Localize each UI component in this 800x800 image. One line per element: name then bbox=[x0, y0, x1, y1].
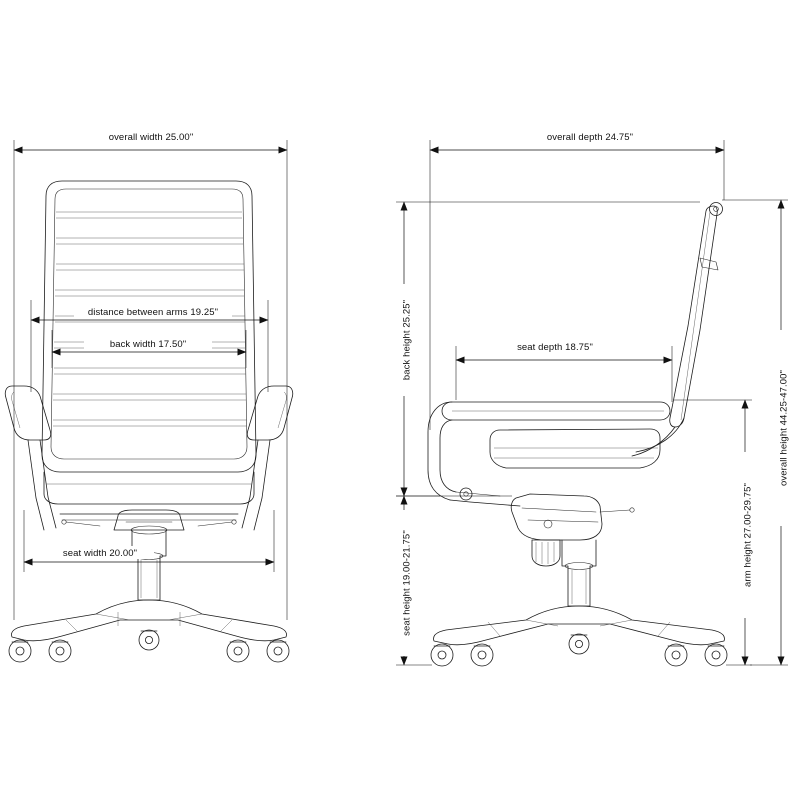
dim-distance-between-arms: distance between arms 19.25" bbox=[87, 307, 219, 318]
front-view-chair bbox=[5, 181, 293, 662]
dim-back-height: back height 25.25" bbox=[401, 299, 413, 381]
dim-seat-width: seat width 20.00" bbox=[62, 548, 138, 559]
dim-arm-height: arm height 27.00-29.75" bbox=[742, 483, 754, 587]
dim-seat-height: seat height 19.00-21.75" bbox=[401, 530, 413, 636]
side-view-dimensions bbox=[396, 130, 790, 665]
dim-overall-depth: overall depth 24.75" bbox=[546, 132, 634, 143]
dim-overall-width: overall width 25.00" bbox=[108, 132, 194, 143]
dim-back-width: back width 17.50" bbox=[109, 339, 187, 350]
dim-overall-height: overall height 44.25-47.00" bbox=[778, 370, 790, 486]
side-view-chair bbox=[428, 203, 727, 667]
dim-seat-depth: seat depth 18.75" bbox=[517, 342, 593, 353]
